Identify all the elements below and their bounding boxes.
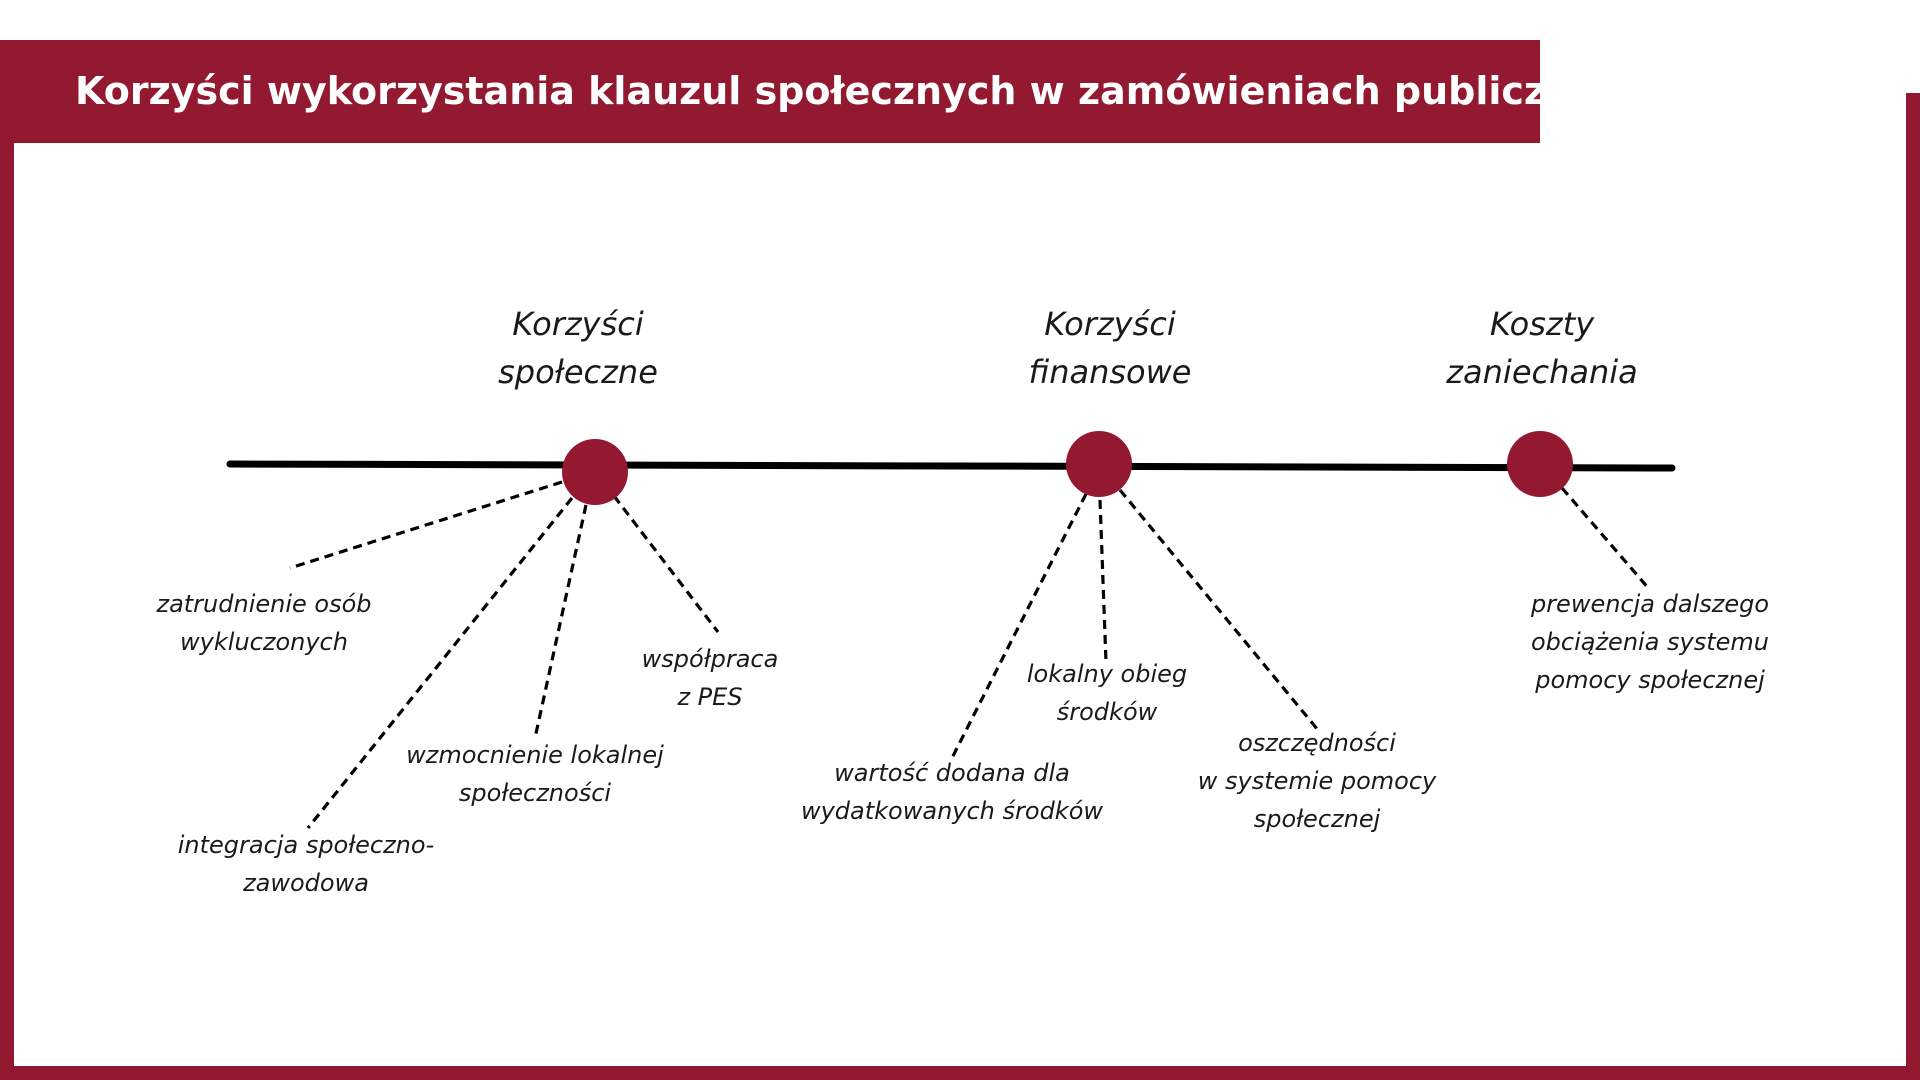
item-label xyxy=(1172,724,1462,838)
connector-wzmocnienie xyxy=(535,505,586,738)
category-label xyxy=(1402,300,1682,396)
item-label xyxy=(992,655,1222,731)
item-label-line: integracja społeczno- xyxy=(177,831,435,859)
connector-prewencja xyxy=(1562,488,1650,590)
category-label-line: finansowe xyxy=(1028,353,1192,391)
item-label-line: pomocy społecznej xyxy=(1535,666,1765,694)
category-label-line: zaniechania xyxy=(1446,353,1638,391)
item-label xyxy=(600,640,820,716)
item-label-line: z PES xyxy=(677,683,743,711)
item-label-line: współpraca xyxy=(641,645,779,673)
item-label-line: zawodowa xyxy=(243,869,369,897)
connector-wspolpraca xyxy=(614,496,718,632)
category-label xyxy=(970,300,1250,396)
category-label xyxy=(440,300,716,396)
category-label-line: Korzyści xyxy=(512,305,644,343)
item-label-line: oszczędności xyxy=(1238,729,1396,757)
node-korzysci-finansowe xyxy=(1066,431,1132,497)
category-label-line: Korzyści xyxy=(1044,305,1176,343)
category-label-line: społeczne xyxy=(498,353,658,391)
category-label-line: Koszty xyxy=(1489,305,1595,343)
item-label-line: wzmocnienie lokalnej xyxy=(406,741,664,769)
item-label-line: w systemie pomocy xyxy=(1197,767,1437,795)
item-label-line: wykluczonych xyxy=(180,628,348,656)
item-label-line: wartość dodana dla xyxy=(834,759,1070,787)
item-label-line: wydatkowanych środków xyxy=(800,797,1104,825)
item-label-line: prewencja dalszego xyxy=(1530,590,1770,618)
connector-lokalny-obieg xyxy=(1100,500,1106,662)
item-label-line: środków xyxy=(1056,698,1158,726)
timeline-axis xyxy=(230,464,1672,468)
item-label xyxy=(395,736,675,812)
item-label xyxy=(1515,585,1785,699)
page-title: Korzyści wykorzystania klauzul społecznych w zamówieniach publicznych xyxy=(75,69,1648,113)
item-label xyxy=(782,754,1122,830)
item-label-line: zatrudnienie osób xyxy=(156,590,372,618)
item-label-line: społecznej xyxy=(1253,805,1381,833)
item-label-line: społeczności xyxy=(458,779,612,807)
connector-zatrudnienie xyxy=(290,482,562,568)
node-koszty-zaniechania xyxy=(1507,431,1573,497)
item-label xyxy=(124,585,404,661)
item-label xyxy=(156,826,456,902)
node-korzysci-spoleczne xyxy=(562,439,628,505)
item-label-line: lokalny obieg xyxy=(1026,660,1188,688)
item-label-line: obciążenia systemu xyxy=(1530,628,1770,656)
